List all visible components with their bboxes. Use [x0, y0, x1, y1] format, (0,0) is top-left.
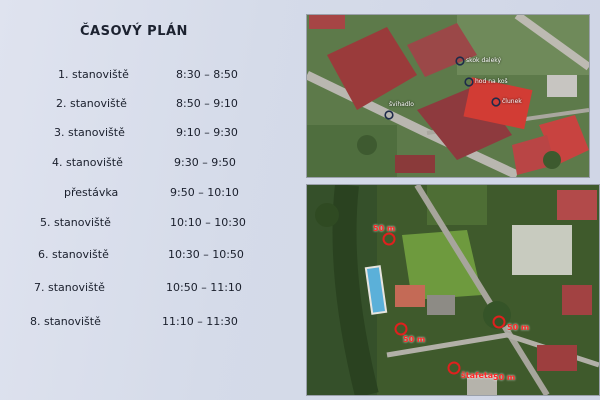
schedule-time: 10:10 – 10:30 [170, 216, 246, 229]
schedule-time: 9:30 – 9:50 [174, 156, 236, 169]
map-pin-icon [464, 77, 474, 87]
page-title: ČASOVÝ PLÁN [80, 24, 188, 39]
pin-label: hod na koš [475, 78, 508, 85]
schedule-label: 8. stanoviště [30, 315, 101, 328]
distance-label: štafeta [461, 371, 494, 380]
schedule-time: 8:50 – 9:10 [176, 97, 238, 110]
schedule-time: 9:10 – 9:30 [176, 126, 238, 139]
schedule-label: 3. stanoviště [54, 126, 125, 139]
schedule-label: 5. stanoviště [40, 216, 111, 229]
map-marker-icon [382, 232, 396, 246]
aerial-photo-top [307, 15, 589, 177]
distance-label: 50 m [373, 224, 396, 233]
schedule-time: 9:50 – 10:10 [170, 186, 239, 199]
map-marker-icon [447, 361, 461, 375]
schedule-label: 2. stanoviště [56, 97, 127, 110]
pin-label: člunek [502, 98, 522, 105]
schedule-label: 1. stanoviště [58, 68, 129, 81]
schedule-time: 10:50 – 11:10 [166, 281, 242, 294]
schedule-time: 8:30 – 8:50 [176, 68, 238, 81]
aerial-map-bottom [306, 184, 600, 396]
aerial-map-top [306, 14, 590, 178]
distance-label: 50 m [507, 323, 530, 332]
map-pin-icon [455, 56, 465, 66]
map-pin-icon [491, 97, 501, 107]
schedule-label: 4. stanoviště [52, 156, 123, 169]
schedule-time: 10:30 – 10:50 [168, 248, 244, 261]
pin-label: skok daleký [466, 57, 502, 64]
distance-label: 50 m [493, 373, 516, 382]
map-pin-icon [384, 110, 394, 120]
map-marker-icon [492, 315, 506, 329]
distance-label: 50 m [403, 335, 426, 344]
schedule-label: 7. stanoviště [34, 281, 105, 294]
schedule-time: 11:10 – 11:30 [162, 315, 238, 328]
pin-label: švihadlo [389, 101, 414, 108]
schedule-label: přestávka [64, 186, 119, 199]
schedule-label: 6. stanoviště [38, 248, 109, 261]
map-marker-icon [394, 322, 408, 336]
